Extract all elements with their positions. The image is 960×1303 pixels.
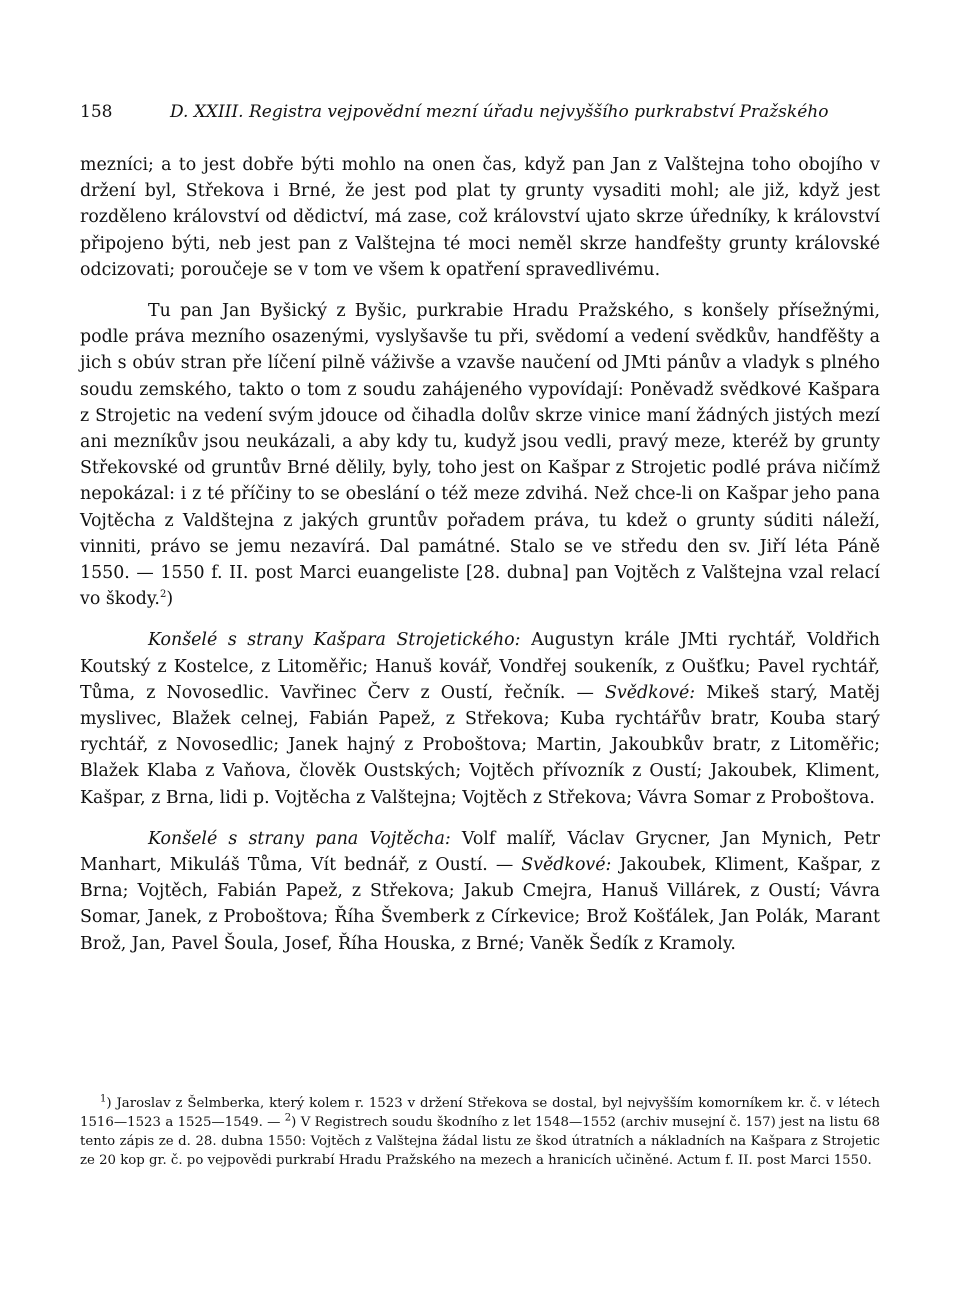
- paragraph-text: Mikeš starý, Matěj myslivec, Blažek celnej, Fabián Papež, z Střekova; Kuba rychtářův bratr, Kouba starý rychtář, z Novosedlic; Janek hajný z Proboštova; Martin, Jakoubkův bratr, z Litoměřic; Blažek Klaba z Vaňova, člověk Oustských; Vojtěch přívozník z Oustí; Jakoubek, Kliment, Kašpar, z Brna, lidi p. Vojtěcha z Valštejna; Vojtěch z Střekova; Vávra Somar z Proboštova.: [80, 682, 881, 808]
- footnote-text: ) V Registrech soudu škodního z let 1548—1552 (archiv musejní č. 157) jest na listu 68 tento zápis ze d. 28. dubna 1550: Vojtěch z Valštejna žádal listu ze škod útratních a nákladních na Kašpara z Strojetic ze 20 kop gr. č. po vejpovědi purkrabí Hradu Pražského na mezech a hranicích učiněné. Actum f. II. post Marci 1550.: [80, 1115, 880, 1168]
- page-number: 158: [80, 102, 113, 122]
- footnote: [80, 1094, 880, 1170]
- paragraph: mezníci; a to jest dobře býti mohlo na onen čas, když pan Jan z Valštejna toho obojího v držení byl, Střekova i Brné, že jest pod plat ty grunty vysaditi mohl; ale již, když jest rozděleno království od dědictví, má zase, což království ujato skrze úředníky, k království připojeno býti, neb jest pan z Valštejna té moci neměl skrze handfešty grunty královské odcizovati; poroučeje se v tom ve všem k opatření spravedlivému.: [80, 155, 880, 280]
- section-label: Konšelé s strany Kašpara Strojetického:: [148, 630, 521, 651]
- paragraph-witnesses-kaspar: [80, 627, 880, 810]
- footnote-mark: 2: [284, 1112, 292, 1124]
- running-title: D. XXIII. Registra vejpovědní mezní úřadu nejvyššího purkrabství Pražského: [170, 102, 829, 122]
- paragraph: Tu pan Jan Byšický z Byšic, purkrabie Hradu Pražského, s konšely přísežnými, podle práva mezního osazenými, vyslyšavše tu při, svědomí a vedení svědkův, handfěšty a jich s obúv stran pře líčení pilně váživše a vzavše naučení od JMti pánův a vladyk s plného soudu zemského, takto o tom z soudu zahájeného vypovídají: Poněvadž svědkové Kašpara z Strojetic na vedení svým jdouce od čihadla dolův skrze vinice maní žádných jistých mezí ani mezníkův jsou neukázali, a aby kdy tu, kudyž jsou vedli, pravý meze, kteréž by grunty Střekovské od gruntův Brné dělily, byly, toho jest on Kašpar z Strojetic podlé práva ničímž nepokázal: i z té příčiny to se obeslání o též meze zdvihá. Než chce-li on Kašpar jeho pana Vojtěcha z Valdštejna z jakých gruntův pořadem práva, tu kdež o grunty súditi náleží, vinniti, právo se jemu nezavírá. Dal památné. Stalo se ve středu den sv. Jiří léta Páně 1550. — 1550 f. II. post Marci euangeliste [28. dubna] pan Vojtěch z Valštejna vzal relací vo škody.$^2$): [80, 301, 880, 610]
- paragraph-text: Augustyn krále JMti rychtář, Voldřich Koutský z Kostelce, z Litoměřic; Hanuš kovář, Vondřej soukeník, z Oušťku; Pavel rychtář, Tůma, z Novosedlic. Vavřinec Červ z Oustí, řečník. —: [80, 630, 880, 703]
- section-label: Konšelé s strany pana Vojtěcha:: [148, 828, 451, 849]
- section-label: Svědkové:: [521, 855, 612, 876]
- footnotes: [80, 1094, 880, 1170]
- footnote-reference: 2: [159, 589, 167, 601]
- footnote-mark: 1: [100, 1093, 107, 1105]
- paragraph-text: Volf malíř, Václav Grycner, Jan Mynich, Petr Manhart, Mikuláš Tůma, Vít bednář, z Oustí. —: [80, 828, 880, 876]
- paragraph-text: Tu pan Jan Byšický z Byšic, purkrabie Hradu Pražského, s konšely přísežnými, podle práva mezního osazenými, vyslyšavše tu při, svědomí a vedení svědkův, handfěšty a jich s obúv stran pře líčení pilně váživše a vzavše naučení od JMti pánův a vladyk s plného soudu zemského, takto o tom z soudu zahájeného vypovídají: Poněvadž svědkové Kašpara z Strojetic na vedení svým jdouce od čihadla dolův skrze vinice maní žádných jistých mezí ani mezníkův jsou neukázali, a aby kdy tu, kudyž jsou vedli, pravý meze, kteréž by grunty Střekovské od gruntův Brné dělily, byly, toho jest on Kašpar z Strojetic podlé práva ničímž nepokázal: i z té příčiny to se obeslání o též meze zdvihá. Než chce-li on Kašpar jeho pana Vojtěcha z Valdštejna z jakých gruntův pořadem práva, tu kdež o grunty súditi náleží, vinniti, právo se jemu nezavírá. Dal památné. Stalo se ve středu den sv. Jiří léta Páně 1550. — 1550 f. II. post Marci euangeliste [28. dubna] pan Vojtěch z Valštejna vzal relací vo škody.: [80, 301, 880, 610]
- section-label: Svědkové:: [605, 682, 696, 703]
- paragraph-witnesses-vojtech: [80, 826, 880, 957]
- footnote-text: ) Jaroslav z Šelmberka, který kolem r. 1523 v držení Střekova se dostal, byl nejvyšším komorníkem kr. č. v létech 1516—1523 a 1525—1549. —: [80, 1096, 880, 1130]
- body-text: [80, 152, 880, 972]
- page-header: [80, 102, 880, 128]
- paragraph-text: Jakoubek, Kliment, Kašpar, z Brna; Vojtěch, Fabián Papež, z Střekova; Jakub Cmejra, Hanuš Villárek, z Oustí; Vávra Somar, Janek, z Proboštova; Říha Švemberk z Církevice; Brož Košťálek, Jan Polák, Marant Brož, Jan, Pavel Šoula, Josef, Říha Houska, z Brné; Vaněk Šedík z Kramoly.: [80, 855, 881, 954]
